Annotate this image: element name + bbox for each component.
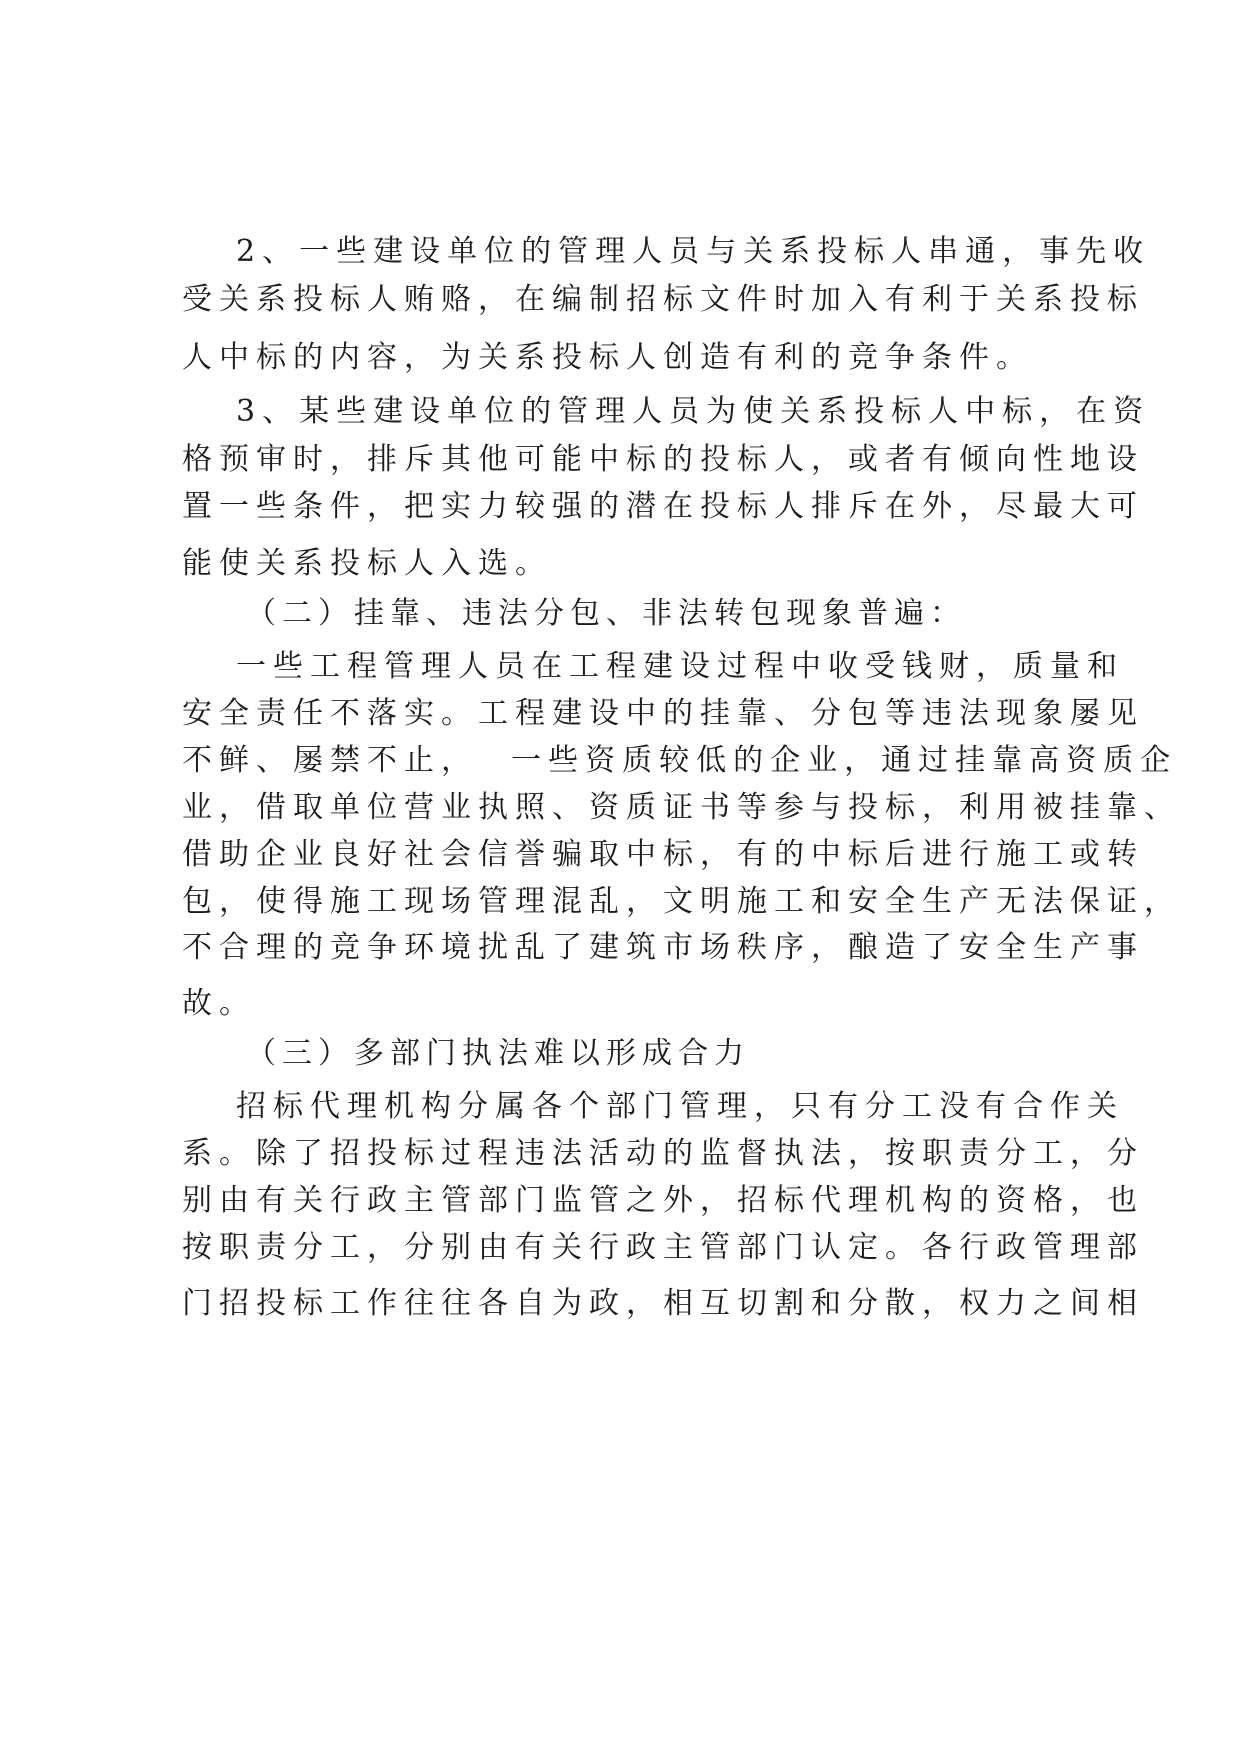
text-line: 人中标的内容，为关系投标人创造有利的竞争条件。 <box>182 340 1033 375</box>
text-line: 置一些条件，把实力较强的潜在投标人排斥在外，尽最大可 <box>182 489 1144 524</box>
text-line: 故。 <box>182 986 256 1021</box>
text-line: 不鲜、屡禁不止， 一些资质较低的企业，通过挂靠高资质企 <box>182 743 1178 778</box>
text-line: 3、某些建设单位的管理人员为使关系投标人中标，在资 <box>236 394 1151 429</box>
text-line: 不合理的竞争环境扰乱了建筑市场秩序，酿造了安全生产事 <box>182 930 1144 965</box>
text-line: 业，借取单位营业执照、资质证书等参与投标，利用被挂靠、 <box>182 790 1181 825</box>
text-line: 一些工程管理人员在工程建设过程中收受钱财，质量和 <box>236 649 1124 684</box>
text-line: 门招投标工作往往各自为政，相互切割和分散，权力之间相 <box>182 1286 1144 1321</box>
text-line: 系。除了招投标过程违法活动的监督执法，按职责分工，分 <box>182 1136 1144 1171</box>
text-line: 安全责任不落实。工程建设中的挂靠、分包等违法现象屡见 <box>182 696 1144 731</box>
text-line: 受关系投标人贿赂，在编制招标文件时加入有利于关系投标 <box>182 282 1144 317</box>
text-line: 包，使得施工现场管理混乱，文明施工和安全生产无法保证， <box>182 884 1181 919</box>
section-heading-text: （三）多部门执法难以形成合力 <box>246 1036 750 1071</box>
text-line: 别由有关行政主管部门监管之外，招标代理机构的资格，也 <box>182 1183 1144 1218</box>
text-line: 借助企业良好社会信誉骗取中标，有的中标后进行施工或转 <box>182 837 1144 872</box>
text-line: 2、一些建设单位的管理人员与关系投标人串通，事先收 <box>236 234 1151 269</box>
section-heading-text: （二）挂靠、违法分包、非法转包现象普遍： <box>246 596 966 631</box>
text-line: 能使关系投标人入选。 <box>182 546 552 581</box>
text-line: 格预审时，排斥其他可能中标的投标人，或者有倾向性地设 <box>182 442 1144 477</box>
text-line: 按职责分工，分别由有关行政主管部门认定。各行政管理部 <box>182 1230 1144 1265</box>
text-line: 招标代理机构分属各个部门管理，只有分工没有合作关 <box>236 1089 1124 1124</box>
